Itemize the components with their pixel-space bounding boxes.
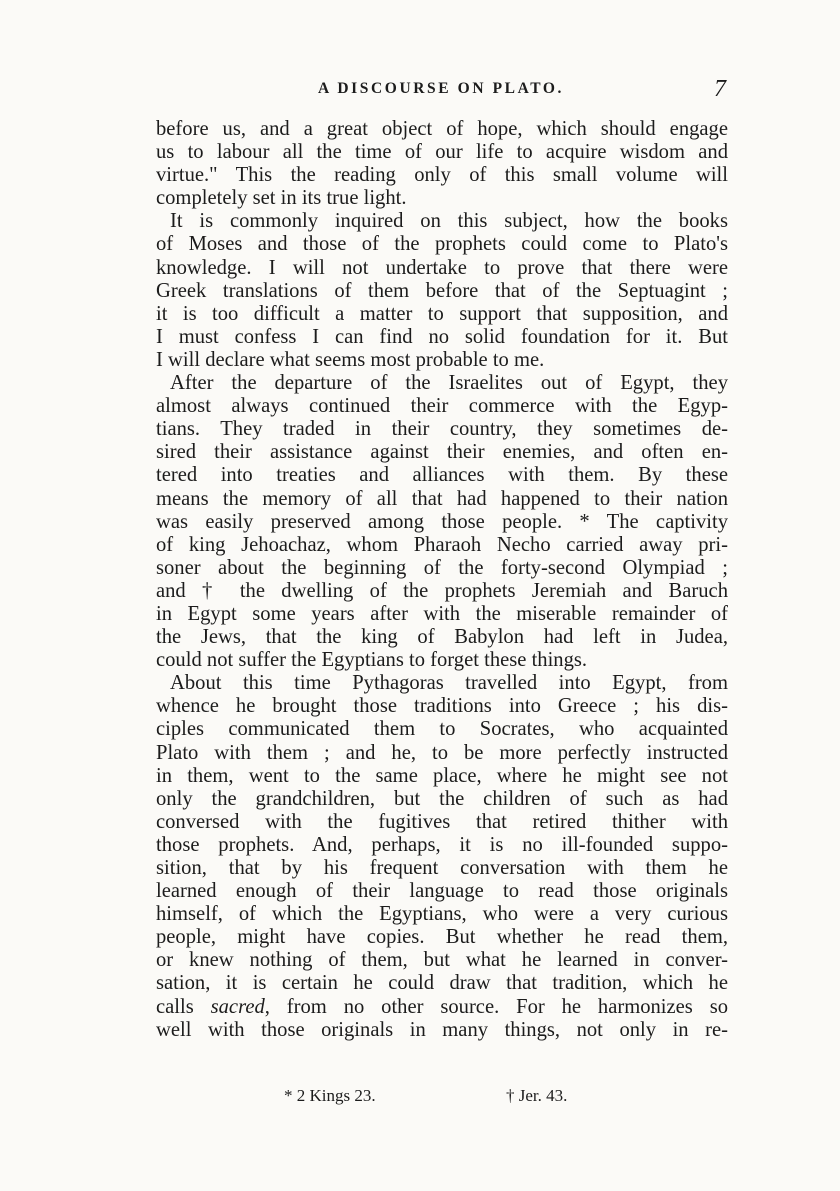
text-line: us to labour all the time of our life to acquire wisdom and bbox=[156, 141, 728, 164]
text-line: almost always continued their commerce with the Egyp- bbox=[156, 395, 728, 418]
text-line: learned enough of their language to read those originals bbox=[156, 880, 728, 903]
text-line: of Moses and those of the prophets could come to Plato's bbox=[156, 233, 728, 256]
text-line: I must confess I can find no solid foundation for it. But bbox=[156, 325, 728, 348]
page-number: 7 bbox=[714, 76, 726, 102]
text-line: conversed with the fugitives that retired thither with bbox=[156, 810, 728, 833]
body-text bbox=[156, 118, 728, 1042]
text-line: calls sacred, from no other source. For he harmonizes so bbox=[156, 995, 729, 1018]
text-line: sation, it is certain he could draw that tradition, which he bbox=[156, 972, 728, 995]
text-line: knowledge. I will not undertake to prove that there were bbox=[156, 256, 728, 279]
footnote-jeremiah: † Jer. 43. bbox=[506, 1086, 568, 1105]
text-line: Greek translations of them before that of the Septuagint ; bbox=[156, 279, 728, 302]
text-line: sition, that by his frequent conversation with them he bbox=[156, 857, 728, 879]
text-line: ciples communicated them to Socrates, who acquainted bbox=[156, 718, 728, 741]
text-line: well with those originals in many things, not only in re- bbox=[156, 1018, 728, 1041]
text-line: people, might have copies. But whether he read them, bbox=[156, 926, 728, 949]
text-line: It is commonly inquired on this subject, how the books bbox=[170, 210, 728, 233]
text-line: or knew nothing of them, but what he learned in conver- bbox=[156, 949, 728, 972]
text-line: himself, of which the Egyptians, who were a very curious bbox=[156, 903, 728, 926]
text-line: was easily preserved among those people. * The captivity bbox=[156, 510, 728, 533]
running-head bbox=[156, 76, 726, 106]
text-line: virtue." This the reading only of this small volume will bbox=[156, 164, 728, 187]
text-line: it is too difficult a matter to support that supposition, and bbox=[156, 302, 728, 325]
line-tail: , from no other source. For he harmonizes so bbox=[264, 995, 729, 1018]
italic-word: sacred bbox=[210, 995, 265, 1018]
text-line: means the memory of all that had happened to their nation bbox=[156, 487, 728, 510]
text-line: whence he brought those traditions into Greece ; his dis- bbox=[156, 695, 728, 718]
text-line: the Jews, that the king of Babylon had left in Judea, bbox=[156, 626, 728, 649]
text-line: After the departure of the Israelites out of Egypt, they bbox=[170, 372, 728, 395]
running-title: A DISCOURSE ON PLATO. bbox=[317, 80, 565, 97]
text-line: tered into treaties and alliances with them. By these bbox=[156, 464, 728, 487]
text-line: of king Jehoachaz, whom Pharaoh Necho carried away pri- bbox=[156, 533, 728, 556]
text-line: About this time Pythagoras travelled into Egypt, from bbox=[170, 672, 728, 695]
text-line: completely set in its true light. bbox=[156, 187, 407, 210]
text-line: before us, and a great object of hope, which should engage bbox=[156, 118, 728, 140]
text-line: in them, went to the same place, where he might see not bbox=[156, 764, 728, 787]
text-line: only the grandchildren, but the children of such as had bbox=[156, 787, 728, 810]
text-line: and † the dwelling of the prophets Jeremiah and Baruch bbox=[156, 579, 728, 602]
footnote-kings: * 2 Kings 23. bbox=[284, 1086, 376, 1105]
text-line: in Egypt some years after with the miserable remainder of bbox=[156, 602, 728, 625]
text-line: I will declare what seems most probable to me. bbox=[156, 348, 545, 371]
text-line: tians. They traded in their country, they sometimes de- bbox=[156, 418, 728, 441]
text-line: Plato with them ; and he, to be more perfectly instructed bbox=[156, 741, 728, 764]
text-line: those prophets. And, perhaps, it is no ill-founded suppo- bbox=[156, 833, 728, 856]
text-line: soner about the beginning of the forty-second Olympiad ; bbox=[156, 556, 728, 579]
text-line: sired their assistance against their enemies, and often en- bbox=[156, 441, 728, 464]
text-line: could not suffer the Egyptians to forget these things. bbox=[156, 649, 588, 672]
